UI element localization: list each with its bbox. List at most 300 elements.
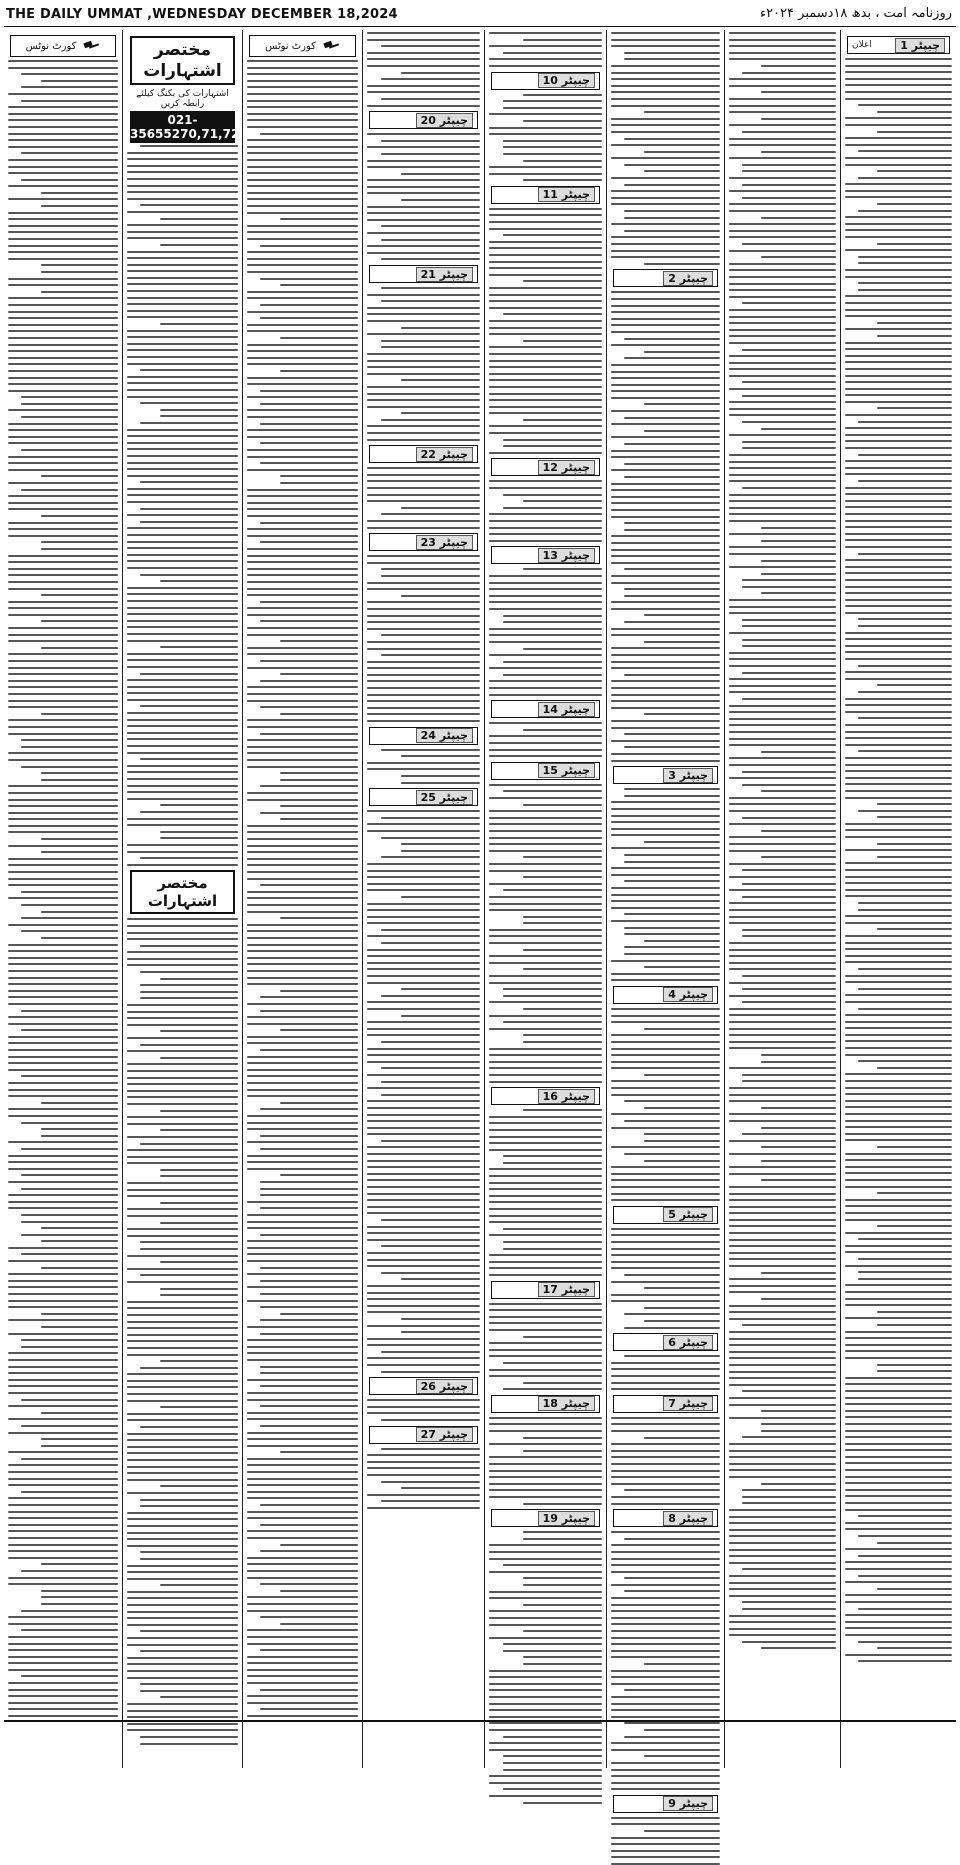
text-line [729,520,836,522]
text-line [489,582,602,584]
section-number: چیپٹر 24 [416,728,473,743]
text-line [845,836,952,838]
text-line [489,1456,602,1458]
text-line [401,327,480,329]
text-line [8,1306,118,1308]
text-line [8,1372,118,1374]
text-line [8,667,118,669]
text-line [367,333,480,335]
section-title: اعلان [852,40,872,50]
text-line [761,151,836,153]
text-line [624,1120,720,1122]
text-line [127,752,238,754]
text-line [8,1557,118,1559]
text-line [127,448,238,450]
text-line [260,1649,358,1651]
text-line [742,1601,836,1603]
text-line [160,1406,238,1408]
text-line [611,1551,720,1553]
text-line [489,1551,602,1553]
text-line [247,166,358,168]
text-line [489,595,602,597]
text-line [127,1644,238,1646]
text-line [247,1227,358,1229]
text-line [489,287,602,289]
text-line [140,1241,238,1243]
text-line [729,289,836,291]
text-line [729,744,836,746]
text-line [41,1603,118,1605]
text-line [523,968,602,970]
text-line [127,864,238,866]
text-line [381,856,480,858]
text-line [367,500,480,502]
text-line [140,1736,238,1738]
text-line [41,192,118,194]
text-line [845,1436,952,1438]
text-line [247,693,358,695]
text-line [21,1570,118,1572]
text-line [611,72,720,74]
text-line [503,140,602,142]
text-line [367,1507,480,1509]
text-line [503,1162,602,1164]
text-line [729,1265,836,1267]
text-line [367,1173,480,1175]
text-line [127,1281,238,1283]
text-line [127,1327,238,1329]
text-line [761,1107,836,1109]
text-line [858,625,952,627]
text-line [611,124,720,126]
text-line [160,1175,238,1177]
text-line [503,107,602,109]
text-line [127,554,238,556]
text-line [247,113,358,115]
text-line [489,1208,602,1210]
text-line [611,1300,720,1302]
text-line [260,1188,358,1190]
text-line [367,1474,480,1476]
text-line [489,909,602,911]
text-line [41,1445,118,1447]
text-line [127,1235,238,1237]
text-line [624,230,720,232]
text-line [742,883,836,885]
text-line [247,1517,358,1519]
text-line [247,561,358,563]
text-line [8,258,118,260]
text-line [729,124,836,126]
text-line [489,353,602,355]
text-line [624,338,720,340]
text-line [8,601,118,603]
text-line [21,403,118,405]
text-line [127,1400,238,1402]
text-line [644,111,720,113]
text-line [127,1677,238,1679]
text-line [729,1285,836,1287]
text-line [127,1334,238,1336]
text-line [845,1014,952,1016]
text-line [381,239,480,241]
text-line [523,1008,602,1010]
text-line [489,1476,602,1478]
text-line [611,1048,720,1050]
text-line [8,238,118,240]
text-line [247,1497,358,1499]
text-line [489,850,602,852]
text-line [127,303,238,305]
text-line [247,377,358,379]
text-line [845,942,952,944]
text-line [611,1696,720,1698]
text-line [367,555,480,557]
text-line [127,964,238,966]
text-line [41,851,118,853]
text-line [127,1578,238,1580]
text-line [401,843,480,845]
text-line [247,159,358,161]
text-line [8,1497,118,1499]
text-line [8,1155,118,1157]
text-line [381,1419,480,1421]
text-line [21,766,118,768]
text-line [247,555,358,557]
text-line [845,1594,952,1596]
text-line [247,627,358,629]
text-line [140,1248,238,1250]
text-line [367,1114,480,1116]
text-line [247,1563,358,1565]
text-line [503,1241,602,1243]
ads-text-block-2 [127,918,238,1744]
text-line [845,183,952,185]
text-line [845,84,952,86]
text-line [845,520,952,522]
text-line [761,856,836,858]
text-line [41,1412,118,1414]
text-line [729,1377,836,1379]
text-line [845,777,952,779]
text-line [877,1192,952,1194]
text-line [8,350,118,352]
text-line [729,1278,836,1280]
text-line [21,73,118,75]
text-line [611,1749,720,1751]
text-line [611,667,720,669]
text-line [489,588,602,590]
text-line [761,1410,836,1412]
text-line [247,1610,358,1612]
text-line [729,1542,836,1544]
text-line [611,608,720,610]
text-line [489,1696,602,1698]
text-line [21,891,118,893]
article-text [729,32,836,1649]
text-line [742,447,836,449]
text-line [247,1273,358,1275]
text-line [877,243,952,245]
article-text [611,32,720,265]
text-line [247,1214,358,1216]
text-line [247,515,358,517]
text-line [247,752,358,754]
text-line [624,357,720,359]
text-line [247,726,358,728]
article-text [611,1817,720,1865]
text-line [127,679,238,681]
text-line [247,871,358,873]
text-line [489,1670,602,1672]
text-line [41,1102,118,1104]
section-header [491,1087,600,1105]
text-line [8,752,118,754]
text-line [127,851,238,853]
text-line [367,192,480,194]
text-line [489,386,602,388]
text-line [381,1351,480,1353]
text-line [367,694,480,696]
text-line [247,799,358,801]
text-line [489,274,602,276]
text-line [8,363,118,365]
text-line [877,1324,952,1326]
text-line [41,647,118,649]
text-line [858,750,952,752]
text-line [523,419,602,421]
text-line [247,238,358,240]
text-line [503,1564,602,1566]
text-line [729,157,836,159]
text-line [247,746,358,748]
text-line [761,1430,836,1432]
text-line [611,973,720,975]
text-line [624,746,720,748]
text-line [761,1483,836,1485]
text-line [247,1339,358,1341]
article-text [367,1448,480,1509]
text-line [611,1094,720,1096]
text-line [729,1291,836,1293]
text-line [611,1186,720,1188]
text-line [247,634,358,636]
text-line [523,500,602,502]
text-line [489,452,602,454]
text-line [611,483,720,485]
text-line [611,384,720,386]
text-line [624,788,720,790]
text-line [489,1443,602,1445]
text-line [489,667,602,669]
ads-title: مختصر اشتہارات [130,36,235,85]
text-line [742,243,836,245]
text-line [489,749,602,751]
text-line [247,126,358,128]
text-line [367,1166,480,1168]
text-line [247,80,358,82]
text-line [367,474,480,476]
text-line [247,1695,358,1697]
text-line [845,1443,952,1445]
text-line [845,829,952,831]
text-line [489,935,602,937]
text-line [127,158,238,160]
text-line [611,1241,720,1243]
text-line [127,1189,238,1191]
text-line [260,1280,358,1282]
text-line [845,388,952,390]
text-line [729,1120,836,1122]
text-line [489,1136,602,1138]
text-line [41,1135,118,1137]
text-line [489,1081,602,1083]
text-line [729,1615,836,1617]
text-line [742,1074,836,1076]
text-line [611,118,720,120]
text-line [8,251,118,253]
text-line [247,1603,358,1605]
text-line [127,778,238,780]
text-line [523,340,602,342]
text-line [8,1471,118,1473]
text-line [367,1001,480,1003]
text-line [611,203,720,205]
text-line [729,731,836,733]
text-line [381,78,480,80]
text-line [127,653,238,655]
text-line [503,153,602,155]
text-line [247,792,358,794]
text-line [247,1438,358,1440]
text-line [160,580,238,582]
text-line [8,858,118,860]
text-line [260,1267,358,1269]
text-line [247,1141,358,1143]
text-line [845,1232,952,1234]
text-line [367,648,480,650]
text-line [877,1146,952,1148]
text-line [127,290,238,292]
text-line [489,1261,602,1263]
text-line [8,119,118,121]
article-text [611,1008,720,1201]
text-line [127,738,238,740]
text-line [8,1695,118,1697]
text-line [8,185,118,187]
text-line [127,264,238,266]
text-line [247,1675,358,1677]
section-number: چیپٹر 19 [538,1511,595,1526]
text-line [729,375,836,377]
text-line [611,423,720,425]
text-line [729,968,836,970]
text-line [761,1054,836,1056]
text-line [729,1113,836,1115]
text-line [742,771,836,773]
text-line [611,1127,720,1129]
text-line [845,737,952,739]
text-line [489,1496,602,1498]
text-line [729,876,836,878]
text-line [260,1372,358,1374]
text-line [489,896,602,898]
text-line [729,52,836,54]
text-line [611,1496,720,1498]
text-line [489,1129,602,1131]
text-line [489,221,602,223]
text-line [367,186,480,188]
text-line [8,528,118,530]
text-line [401,507,480,509]
text-line [523,1663,602,1665]
text-line [611,1362,720,1364]
text-line [8,462,118,464]
text-line [729,461,836,463]
text-line [489,1463,602,1465]
text-line [611,223,720,225]
text-line [729,500,836,502]
text-line [845,882,952,884]
text-line [127,231,238,233]
text-line [489,1175,602,1177]
text-line [127,1136,238,1138]
text-line [247,686,358,688]
text-line [247,409,358,411]
text-line [127,251,238,253]
text-line [367,232,480,234]
text-line [489,1316,602,1318]
text-line [729,98,836,100]
text-line [127,938,238,940]
text-line [8,113,118,115]
text-line [8,1583,118,1585]
text-line [8,278,118,280]
text-line [247,1300,358,1302]
text-line [845,1047,952,1049]
text-line [729,210,836,212]
text-line [8,1115,118,1117]
text-line [127,666,238,668]
article-text [367,133,480,260]
text-line [858,1515,952,1517]
text-line [845,1456,952,1458]
text-line [367,1133,480,1135]
text-line [367,245,480,247]
text-line [644,1307,720,1309]
text-line [367,628,480,630]
text-line [729,711,836,713]
text-line [489,1195,602,1197]
section-header [369,1426,478,1444]
text-line [367,1153,480,1155]
text-line [611,436,720,438]
text-line [160,1110,238,1112]
text-line [260,403,358,405]
text-line [489,1591,602,1593]
text-line [489,575,602,577]
text-line [489,1597,602,1599]
text-line [8,1504,118,1506]
text-line [611,45,720,47]
text-line [877,1364,952,1366]
text-line [489,1303,602,1305]
text-line [367,608,480,610]
text-line [877,856,952,858]
text-line [624,595,720,597]
text-line [367,1292,480,1294]
text-line [367,179,480,181]
